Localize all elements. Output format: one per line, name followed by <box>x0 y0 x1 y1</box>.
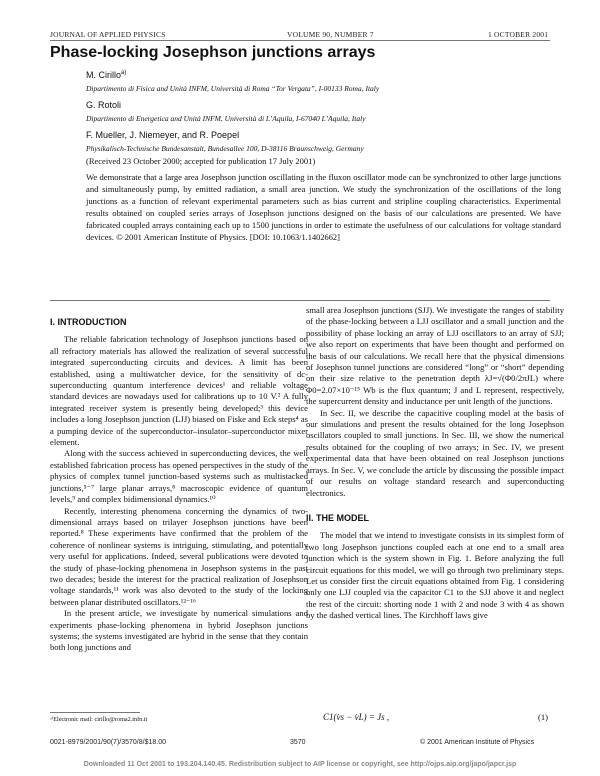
affiliation-1: Dipartimento di Fisica and Unità INFM, Università di Roma “Tor Vergata”, I-00133 Roma, Italy <box>86 84 380 93</box>
intro-paragraph-1: The reliable fabrication technology of Josephson junctions based on all refractory materials has allowed the realization of several successful integrated superconducting circuits and devices. A limit has been established, using a multiwatcher device, for the sensitivity of dc-superconducting quantum interference devices¹ and reliable voltage standard devices are nowadays used for calibrations up to 10 V.² A fully integrated receiver system is presently being developed;³ this device includes a long Josephson junction (LJJ) biased on Fiske and Eck steps⁴ as a pumping device of the superconductor–insulator–superconductor mixer element. <box>50 334 308 448</box>
author-footnote-mark: a) <box>121 70 127 76</box>
footnote-rule <box>50 712 140 713</box>
abstract-doi: [DOI: 10.1063/1.1402662] <box>249 232 340 242</box>
section-heading-introduction: I. INTRODUCTION <box>50 317 127 327</box>
abstract-copyright: © 2001 American Institute of Physics. <box>116 231 248 242</box>
issue-date: 1 OCTOBER 2001 <box>488 30 549 39</box>
paper-title: Phase-locking Josephson junctions arrays <box>50 44 376 61</box>
equation-number: (1) <box>538 712 549 722</box>
section-heading-model: II. THE MODEL <box>306 512 369 523</box>
intro-paragraph-4: In the present article, we investigate by numerical simulations and experiments phase-locking phenomena in hybrid Josephson junctions systems; the systems investigated are hybrid in the sense that they contain both long junctions and <box>50 608 308 653</box>
header-rule <box>50 40 550 41</box>
affiliation-2: Dipartimento di Energetica and Unità INFM, Università di L’Aquila, I-67040 L’Aquila, Italy <box>86 114 366 123</box>
article-code: 0021-8979/2001/90(7)/3570/8/$18.00 <box>50 739 166 746</box>
intro-paragraph-3: Recently, interesting phenomena concerning the dynamics of two-dimensional arrays based on trilayer Josephson junctions have been reported.⁸ These experiments have confirmed that the problem of the coherence of nonlinear systems is intriguing, stimulating, and potentially very useful for applications. Indeed, several publications were devoted to the study of phase-locking phenomena in Josephson systems in the past two decades; beside the interest for the practical realization of Josephson voltage standards,¹¹ work was also devoted to the study of the locking between planar distributed oscillators.¹²⁻¹⁶ <box>50 505 308 607</box>
page-number: 3570 <box>290 739 306 746</box>
author-1 <box>86 70 126 80</box>
footer-copyright: © 2001 American Institute of Physics <box>420 739 535 746</box>
right-column <box>306 305 564 622</box>
abstract-rule <box>50 300 550 301</box>
left-column <box>50 317 308 654</box>
received-dates: (Received 23 October 2000; accepted for publication 17 July 2001) <box>86 156 316 166</box>
equation-1: C1(v̇s − v̇L) = Js , <box>323 712 390 722</box>
download-notice: Downloaded 11 Oct 2001 to 193.204.140.45. Redistribution subject to AIP license or copyright, see http://ojps.aip.org/japo/japcr.jsp <box>83 761 517 768</box>
volume-number: VOLUME 90, NUMBER 7 <box>287 30 374 39</box>
footnote-email: ᵃ⁾Electronic mail: cirillo@roma2.infn.it <box>50 716 148 723</box>
abstract <box>86 172 561 243</box>
author-name: M. Cirillo <box>86 70 121 80</box>
model-paragraph-1: The model that we intend to investigate consists in its simplest form of two long Josephson junctions coupled each at one end to a small area junction which is the system shown in Fig. 1. Before analyzing the full circuit equations for this model, we will go through two preliminary steps. Let us consider first the circuit equations obtained from Fig. 1 considering only one LJJ coupled via the capacitor C1 to the SJJ above it and neglect the rest of the circuit: shorting node 1 with 2 and node 3 with 4 as shown by the dashed vertical lines. The Kirchhoff laws give <box>306 530 564 621</box>
author-3: F. Mueller, J. Niemeyer, and R. Poepel <box>86 130 240 140</box>
abstract-text: We demonstrate that a large area Josephson junction oscillating in the fluxon oscillator mode can be synchronized to other large junctions and simultaneously pump, by emitted radiation, a small area junction. We study the synchronization of the oscillations of the long junctions as a function of relevant experimental parameters such as bias current and stripline coupling characteristics. Experimental results obtained on coupled series arrays of Josephson junctions designed on the basis of our calculations are presented. We have fabricated coupled arrays containing each up to 1500 junctions in order to estimate the usefulness of our calculations for voltage standard devices. <box>86 172 561 242</box>
right-paragraph-1: small area Josephson junctions (SJJ). We investigate the ranges of stability of the phase-locking between a LJJ oscillator and a small junction and the possibility of phase locking an array of LJJ oscillators to an array of SJJ; we also report on experiments that have been thought and performed on the basis of our calculations. We recall here that the physical dimensions of Josephson tunnel junctions are considered “long” or “short” depending on their size relative to the penetration depth λJ=√(Φ0/2πJL) where Φ0=2.07×10⁻¹⁵ Wb is the flux quantum; J and L represent, respectively, the supercurrent density and inductance per unit length of the junctions. <box>306 305 564 407</box>
affiliation-3: Physikalisch-Technische Bundesanstalt, Bundesallee 100, D-38116 Braunschweig, Germany <box>86 144 364 153</box>
intro-paragraph-2: Along with the success achieved in superconducting devices, the well established fabrication process has opened perspectives in the study of the physics of complex tunnel junction-based systems such as multistacked junctions,⁵⁻⁷ large planar arrays,⁸ macroscopic evidence of quantum levels,⁹ and complex bidimensional dynamics.¹⁰ <box>50 448 308 505</box>
right-paragraph-2: In Sec. II, we describe the capacitive coupling model at the basis of our simulations and present the results obtained for the long Josephson oscillators coupled to small junctions. In Sec. III, we show the numerical results obtained for the coupling of two arrays; in Sec. IV, we present experimental data that have been obtained on real Josephson junctions arrays. In Sec. V, we conclude the article by discussing the possible impact of our results on voltage standard research and superconducting electronics. <box>306 407 564 498</box>
author-2: G. Rotoli <box>86 100 122 110</box>
journal-name: JOURNAL OF APPLIED PHYSICS <box>50 30 166 39</box>
